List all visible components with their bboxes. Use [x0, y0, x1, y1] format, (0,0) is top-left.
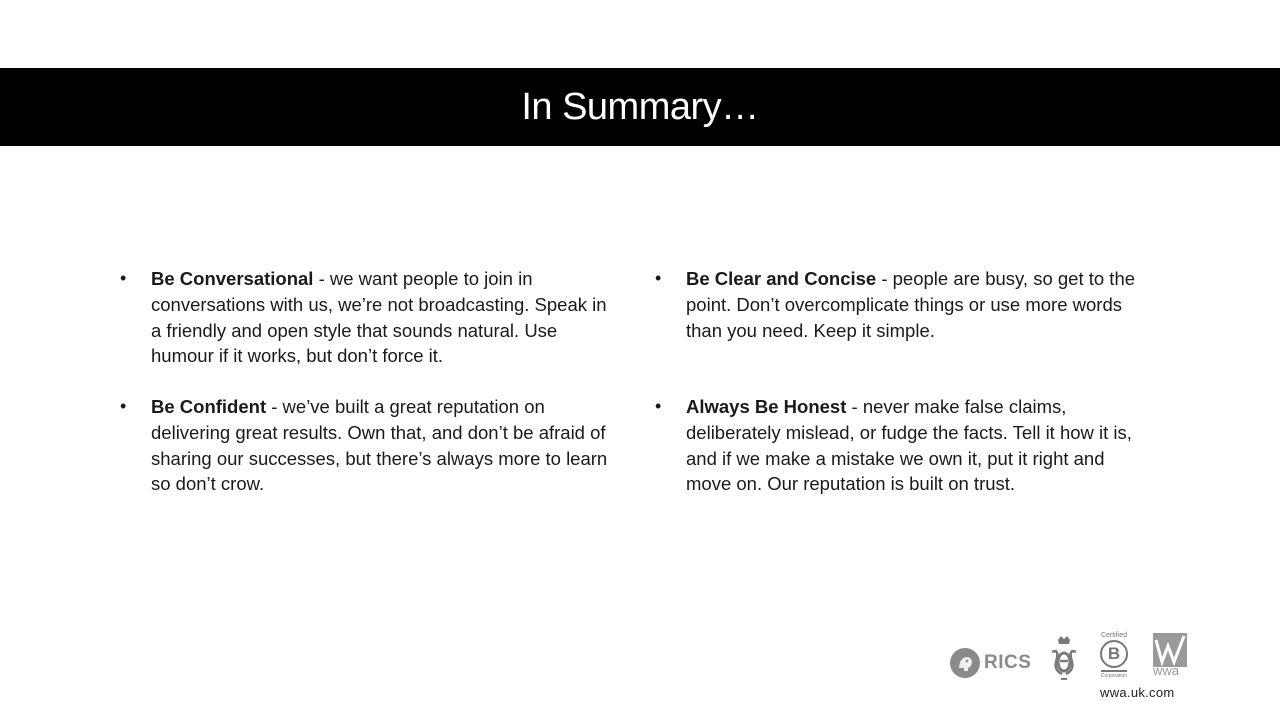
wwa-label: wwa — [1153, 663, 1180, 678]
bullet-dot: • — [120, 396, 127, 416]
bullet-heading: Be Confident — [151, 396, 267, 417]
bullet-text: - never make false claims, deliberately mislead, or fudge the facts. Tell it how it is, and if we make a mistake we own it, put it right and move on. Our reputation is built on trust. — [686, 396, 1132, 495]
bullet-text: - we’ve built a great reputation on delivering great results. Own that, and don’t be afraid of sharing our successes, but there’s always more to learn so don’t crow. — [151, 396, 608, 495]
rics-label: RICS — [984, 652, 1032, 673]
bcorp-corporation-label: Corporation — [1100, 673, 1128, 679]
rics-lion-icon — [950, 648, 980, 678]
bcorp-certified-label: Certified — [1100, 632, 1128, 639]
bullet-heading: Always Be Honest — [686, 396, 847, 417]
bullet-be-conversational — [120, 266, 621, 369]
wwa-logo — [1152, 632, 1188, 680]
title-bar — [0, 68, 1280, 146]
bullet-be-confident — [120, 394, 621, 497]
footer-logos — [950, 630, 1190, 700]
bullet-always-be-honest — [655, 394, 1146, 497]
slide-title: In Summary… — [521, 85, 759, 128]
bullet-text: - we want people to join in conversations with us, we’re not broadcasting. Speak in a friendly and open style that sounds natural. Use humour if it works, but don’t force it. — [151, 268, 607, 367]
website-url: wwa.uk.com — [1100, 685, 1175, 700]
bullet-heading: Be Conversational — [151, 268, 314, 289]
bcorp-logo — [1097, 632, 1131, 682]
bcorp-b-icon: B — [1100, 640, 1128, 668]
bullet-text: - people are busy, so get to the point. Don’t overcomplicate things or use more words than you need. Keep it simple. — [686, 268, 1136, 341]
bullet-dot: • — [655, 396, 662, 416]
bullet-dot: • — [120, 268, 127, 288]
bullet-be-clear-and-concise — [655, 266, 1160, 343]
queens-award-icon — [1046, 634, 1082, 684]
rics-logo — [950, 648, 1031, 678]
bullet-dot: • — [655, 268, 662, 288]
bullet-heading: Be Clear and Concise — [686, 268, 877, 289]
